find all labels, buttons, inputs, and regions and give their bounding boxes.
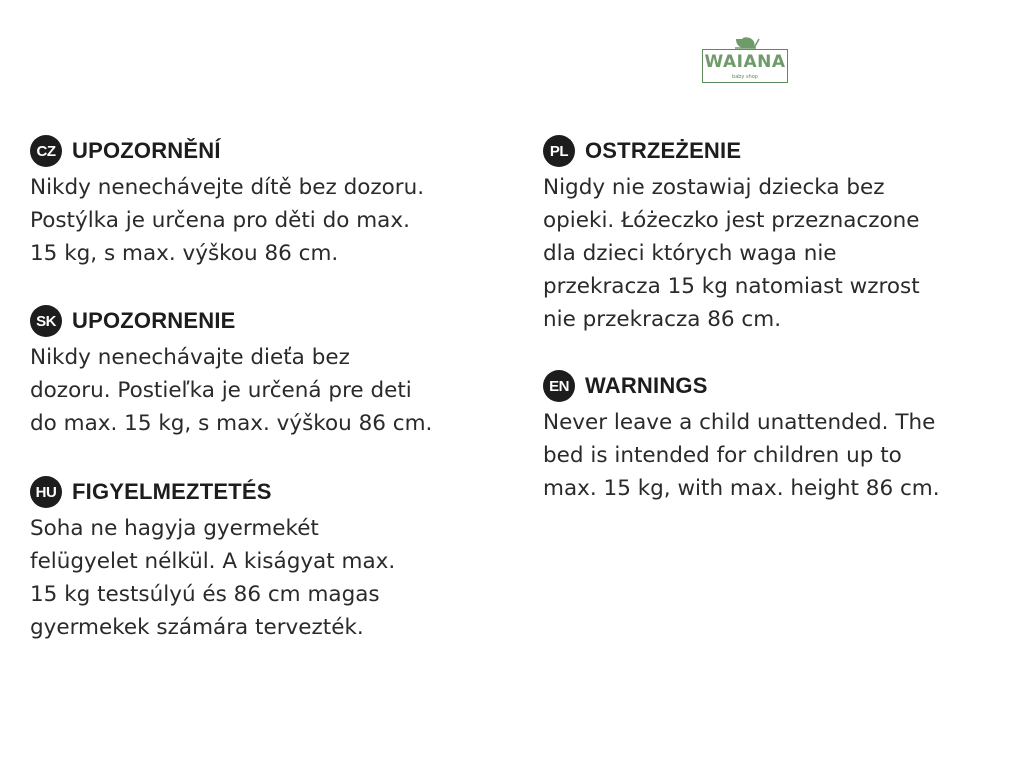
warning-section-cz <box>30 133 424 270</box>
section-title: UPOZORNENIE <box>72 308 236 333</box>
language-badge-en: EN <box>543 370 575 402</box>
body-line: Soha ne hagyja gyermekét <box>30 516 319 541</box>
section-body <box>30 341 432 440</box>
warning-section-en <box>543 368 940 505</box>
language-badge-hu: HU <box>30 476 62 508</box>
section-heading <box>30 133 424 169</box>
section-title: FIGYELMEZTETÉS <box>72 479 272 504</box>
body-line: opieki. Łóżeczko jest przeznaczone <box>543 208 920 233</box>
logo-brand: WAIANA <box>704 52 786 72</box>
body-line: 15 kg testsúlyú és 86 cm magas <box>30 582 380 607</box>
logo-tagline: baby shop <box>732 74 758 80</box>
warning-section-pl <box>543 133 920 336</box>
language-badge-sk: SK <box>30 305 62 337</box>
section-title: WARNINGS <box>585 373 708 398</box>
section-title: OSTRZEŻENIE <box>585 138 742 163</box>
warning-section-sk <box>30 303 432 440</box>
body-line: Postýlka je určena pro děti do max. <box>30 208 410 233</box>
section-heading <box>543 133 920 169</box>
body-line: nie przekracza 86 cm. <box>543 307 782 332</box>
body-line: Nigdy nie zostawiaj dziecka bez <box>543 175 885 200</box>
body-line: Nikdy nenechávejte dítě bez dozoru. <box>30 175 425 200</box>
language-badge-cz: CZ <box>30 135 62 167</box>
body-line: gyermekek számára tervezték. <box>30 615 364 640</box>
body-line: do max. 15 kg, s max. výškou 86 cm. <box>30 411 433 436</box>
warning-section-hu <box>30 474 395 644</box>
body-line: dozoru. Postieľka je určená pre deti <box>30 378 412 403</box>
body-line: przekracza 15 kg natomiast wzrost <box>543 274 920 299</box>
language-badge-pl: PL <box>543 135 575 167</box>
section-body <box>30 171 424 270</box>
section-body <box>30 512 395 644</box>
body-line: Nikdy nenechávajte dieťa bez <box>30 345 350 370</box>
body-line: felügyelet nélkül. A kiságyat max. <box>30 549 396 574</box>
body-line: Never leave a child unattended. The <box>543 410 936 435</box>
section-heading <box>30 303 432 339</box>
body-line: bed is intended for children up to <box>543 443 902 468</box>
section-body <box>543 406 940 505</box>
section-heading <box>543 368 940 404</box>
section-body <box>543 171 920 336</box>
section-title: UPOZORNĚNÍ <box>72 138 221 163</box>
body-line: max. 15 kg, with max. height 86 cm. <box>543 476 940 501</box>
section-heading <box>30 474 395 510</box>
waiana-logo <box>702 35 790 91</box>
body-line: dla dzieci których waga nie <box>543 241 837 266</box>
body-line: 15 kg, s max. výškou 86 cm. <box>30 241 339 266</box>
